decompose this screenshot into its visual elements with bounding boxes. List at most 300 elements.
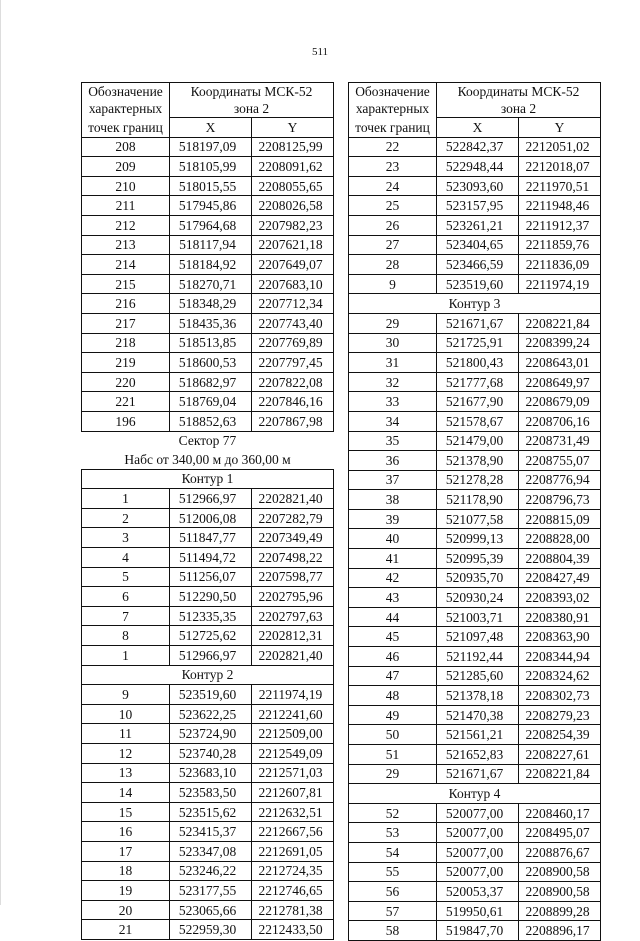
coord-x: 518197,09 bbox=[170, 137, 252, 157]
coord-x: 521479,00 bbox=[437, 431, 519, 451]
coord-y: 2208796,73 bbox=[519, 490, 601, 510]
point-number: 1 bbox=[82, 489, 170, 509]
coord-x: 521378,90 bbox=[437, 451, 519, 471]
coord-y: 2202821,40 bbox=[252, 646, 334, 666]
coord-x: 519847,70 bbox=[437, 921, 519, 941]
header-row bbox=[349, 83, 601, 118]
coord-x: 521800,43 bbox=[437, 353, 519, 373]
table-row bbox=[82, 763, 334, 783]
table-row bbox=[349, 137, 601, 157]
coord-x: 517945,86 bbox=[170, 196, 252, 216]
table-row bbox=[82, 881, 334, 901]
coord-x: 518513,85 bbox=[170, 333, 252, 353]
point-number: 208 bbox=[82, 137, 170, 157]
sector-title: Сектор 77 bbox=[82, 431, 334, 450]
coords-header-line2: зона 2 bbox=[233, 101, 270, 116]
coords-header bbox=[170, 83, 334, 118]
point-number: 58 bbox=[349, 921, 437, 941]
table-row bbox=[82, 176, 334, 196]
table-row bbox=[82, 489, 334, 509]
coord-x: 518852,63 bbox=[170, 411, 252, 431]
table-row bbox=[82, 920, 334, 940]
point-number: 57 bbox=[349, 901, 437, 921]
point-number: 29 bbox=[349, 313, 437, 333]
point-number: 24 bbox=[349, 176, 437, 196]
point-number: 36 bbox=[349, 451, 437, 471]
coord-x: 522842,37 bbox=[437, 137, 519, 157]
point-number: 38 bbox=[349, 490, 437, 510]
coord-x: 521470,38 bbox=[437, 705, 519, 725]
coord-y: 2202821,40 bbox=[252, 489, 334, 509]
contour-3-title-row bbox=[349, 294, 601, 314]
coord-x: 521725,91 bbox=[437, 333, 519, 353]
point-number: 25 bbox=[349, 196, 437, 216]
coord-x: 523466,59 bbox=[437, 255, 519, 275]
coord-y: 2208706,16 bbox=[519, 411, 601, 431]
coord-y: 2208026,58 bbox=[252, 196, 334, 216]
point-number: 20 bbox=[82, 900, 170, 920]
table-row bbox=[349, 647, 601, 667]
table-row bbox=[349, 333, 601, 353]
coord-y: 2208427,49 bbox=[519, 568, 601, 588]
point-number: 39 bbox=[349, 509, 437, 529]
coord-x: 518348,29 bbox=[170, 294, 252, 314]
table-row bbox=[82, 372, 334, 392]
coord-y: 2207797,45 bbox=[252, 353, 334, 373]
table-row bbox=[82, 685, 334, 705]
point-number: 45 bbox=[349, 627, 437, 647]
coord-y: 2212051,02 bbox=[519, 137, 601, 157]
point-number: 43 bbox=[349, 588, 437, 608]
coord-y: 2208899,28 bbox=[519, 901, 601, 921]
coord-y: 2208091,62 bbox=[252, 157, 334, 177]
table-row bbox=[349, 372, 601, 392]
point-number: 29 bbox=[349, 764, 437, 784]
point-number: 209 bbox=[82, 157, 170, 177]
table-row bbox=[349, 235, 601, 255]
point-number: 196 bbox=[82, 411, 170, 431]
coord-y: 2208279,23 bbox=[519, 705, 601, 725]
coord-y: 2208815,09 bbox=[519, 509, 601, 529]
coord-x: 523583,50 bbox=[170, 783, 252, 803]
coord-y: 2207498,22 bbox=[252, 548, 334, 568]
table-row bbox=[349, 686, 601, 706]
coord-x: 520999,13 bbox=[437, 529, 519, 549]
point-number: 215 bbox=[82, 274, 170, 294]
coord-y: 2208393,02 bbox=[519, 588, 601, 608]
table-row bbox=[82, 137, 334, 157]
coord-x: 519950,61 bbox=[437, 901, 519, 921]
point-number: 46 bbox=[349, 647, 437, 667]
designation-header-line1: Обозначение bbox=[355, 84, 430, 99]
coords-header bbox=[437, 83, 601, 118]
coord-x: 520077,00 bbox=[437, 823, 519, 843]
table-row bbox=[349, 529, 601, 549]
table-row bbox=[349, 255, 601, 275]
point-number: 50 bbox=[349, 725, 437, 745]
y-column-header: Y bbox=[252, 118, 334, 138]
coords-header-line1: Координаты МСК-52 bbox=[190, 84, 313, 99]
coord-y: 2208055,65 bbox=[252, 176, 334, 196]
coord-x: 523093,60 bbox=[437, 176, 519, 196]
coordinates-table-right bbox=[348, 82, 601, 941]
coord-x: 523622,25 bbox=[170, 704, 252, 724]
table-row bbox=[82, 274, 334, 294]
table-row bbox=[349, 313, 601, 333]
coord-x: 523261,21 bbox=[437, 215, 519, 235]
point-number: 6 bbox=[82, 587, 170, 607]
sector-title-row bbox=[82, 431, 334, 450]
coord-x: 518769,04 bbox=[170, 392, 252, 412]
coord-y: 2202795,96 bbox=[252, 587, 334, 607]
point-number: 40 bbox=[349, 529, 437, 549]
coord-y: 2208363,90 bbox=[519, 627, 601, 647]
x-column-header: X bbox=[170, 118, 252, 138]
table-row bbox=[82, 783, 334, 803]
coord-y: 2207598,77 bbox=[252, 567, 334, 587]
table-row bbox=[82, 587, 334, 607]
point-number: 2 bbox=[82, 508, 170, 528]
coord-y: 2212724,35 bbox=[252, 861, 334, 881]
coord-x: 511256,07 bbox=[170, 567, 252, 587]
designation-header-line2: характерных bbox=[355, 101, 430, 116]
coord-y: 2208344,94 bbox=[519, 647, 601, 667]
point-number: 35 bbox=[349, 431, 437, 451]
coord-x: 521077,58 bbox=[437, 509, 519, 529]
table-row bbox=[349, 411, 601, 431]
coord-x: 521578,67 bbox=[437, 411, 519, 431]
coord-x: 521671,67 bbox=[437, 313, 519, 333]
coord-y: 2211970,51 bbox=[519, 176, 601, 196]
point-number: 210 bbox=[82, 176, 170, 196]
coord-y: 2208254,39 bbox=[519, 725, 601, 745]
table-row bbox=[82, 508, 334, 528]
coord-y: 2212632,51 bbox=[252, 802, 334, 822]
coord-x: 523415,37 bbox=[170, 822, 252, 842]
coord-y: 2208776,94 bbox=[519, 470, 601, 490]
coord-y: 2212571,03 bbox=[252, 763, 334, 783]
table-row bbox=[82, 215, 334, 235]
point-number: 34 bbox=[349, 411, 437, 431]
table-row bbox=[349, 921, 601, 941]
table-row bbox=[82, 353, 334, 373]
point-number: 16 bbox=[82, 822, 170, 842]
contour-4-title: Контур 4 bbox=[349, 784, 601, 804]
point-number: 30 bbox=[349, 333, 437, 353]
point-number: 26 bbox=[349, 215, 437, 235]
table-row bbox=[82, 704, 334, 724]
coord-y: 2208876,67 bbox=[519, 842, 601, 862]
coord-y: 2207867,98 bbox=[252, 411, 334, 431]
point-number: 216 bbox=[82, 294, 170, 314]
point-number: 53 bbox=[349, 823, 437, 843]
coord-x: 520077,00 bbox=[437, 803, 519, 823]
coord-y: 2212549,09 bbox=[252, 744, 334, 764]
coord-y: 2208227,61 bbox=[519, 745, 601, 765]
coord-x: 521278,28 bbox=[437, 470, 519, 490]
coord-y: 2211948,46 bbox=[519, 196, 601, 216]
coord-x: 521671,67 bbox=[437, 764, 519, 784]
table-row bbox=[349, 666, 601, 686]
point-number: 52 bbox=[349, 803, 437, 823]
coord-x: 522948,44 bbox=[437, 157, 519, 177]
table-row bbox=[349, 901, 601, 921]
coord-x: 523177,55 bbox=[170, 881, 252, 901]
point-number: 55 bbox=[349, 862, 437, 882]
point-number: 19 bbox=[82, 881, 170, 901]
coord-x: 512290,50 bbox=[170, 587, 252, 607]
point-number: 54 bbox=[349, 842, 437, 862]
coord-y: 2212691,05 bbox=[252, 841, 334, 861]
table-row bbox=[349, 882, 601, 902]
coord-x: 522959,30 bbox=[170, 920, 252, 940]
coord-x: 520930,24 bbox=[437, 588, 519, 608]
table-row bbox=[82, 255, 334, 275]
point-number: 32 bbox=[349, 372, 437, 392]
point-number: 220 bbox=[82, 372, 170, 392]
point-number: 9 bbox=[82, 685, 170, 705]
coord-y: 2208755,07 bbox=[519, 451, 601, 471]
table-row bbox=[349, 431, 601, 451]
coord-y: 2207846,16 bbox=[252, 392, 334, 412]
table-row bbox=[82, 744, 334, 764]
coord-x: 521097,48 bbox=[437, 627, 519, 647]
coord-x: 523683,10 bbox=[170, 763, 252, 783]
coord-x: 518435,36 bbox=[170, 313, 252, 333]
point-number: 48 bbox=[349, 686, 437, 706]
point-number: 41 bbox=[349, 549, 437, 569]
designation-header-line3: точек границ bbox=[82, 118, 170, 138]
table-row bbox=[349, 196, 601, 216]
table-row bbox=[349, 490, 601, 510]
coord-x: 518184,92 bbox=[170, 255, 252, 275]
coord-x: 511847,77 bbox=[170, 528, 252, 548]
point-number: 14 bbox=[82, 783, 170, 803]
table-row bbox=[349, 823, 601, 843]
table-row bbox=[349, 176, 601, 196]
point-number: 23 bbox=[349, 157, 437, 177]
point-number: 12 bbox=[82, 744, 170, 764]
coord-y: 2208324,62 bbox=[519, 666, 601, 686]
coord-y: 2211974,19 bbox=[519, 274, 601, 294]
table-row bbox=[349, 725, 601, 745]
coord-y: 2207349,49 bbox=[252, 528, 334, 548]
coord-y: 2207769,89 bbox=[252, 333, 334, 353]
designation-header-line2: характерных bbox=[88, 101, 163, 116]
table-row bbox=[82, 841, 334, 861]
sector-height-row bbox=[82, 450, 334, 469]
coord-x: 520077,00 bbox=[437, 842, 519, 862]
table-row bbox=[349, 764, 601, 784]
coord-x: 518015,55 bbox=[170, 176, 252, 196]
point-number: 56 bbox=[349, 882, 437, 902]
designation-header bbox=[82, 83, 170, 118]
point-number: 13 bbox=[82, 763, 170, 783]
coord-y: 2207743,40 bbox=[252, 313, 334, 333]
point-number: 211 bbox=[82, 196, 170, 216]
table-row bbox=[82, 411, 334, 431]
table-row bbox=[82, 900, 334, 920]
coord-x: 520935,70 bbox=[437, 568, 519, 588]
table-row bbox=[82, 548, 334, 568]
coord-y: 2212781,38 bbox=[252, 900, 334, 920]
coord-x: 523065,66 bbox=[170, 900, 252, 920]
table-row bbox=[349, 451, 601, 471]
coord-y: 2202812,31 bbox=[252, 626, 334, 646]
coord-x: 521652,83 bbox=[437, 745, 519, 765]
point-number: 218 bbox=[82, 333, 170, 353]
coordinates-table-left-body bbox=[82, 83, 334, 940]
coord-y: 2208460,17 bbox=[519, 803, 601, 823]
point-number: 31 bbox=[349, 353, 437, 373]
coords-header-line2: зона 2 bbox=[500, 101, 537, 116]
coord-y: 2212433,50 bbox=[252, 920, 334, 940]
point-number: 15 bbox=[82, 802, 170, 822]
contour-3-title: Контур 3 bbox=[349, 294, 601, 314]
point-number: 21 bbox=[82, 920, 170, 940]
coord-x: 512966,97 bbox=[170, 646, 252, 666]
coord-x: 518270,71 bbox=[170, 274, 252, 294]
table-row bbox=[349, 549, 601, 569]
table-row bbox=[82, 626, 334, 646]
table-row bbox=[82, 861, 334, 881]
table-row bbox=[349, 392, 601, 412]
coord-x: 521003,71 bbox=[437, 607, 519, 627]
table-row bbox=[349, 157, 601, 177]
page-number: 511 bbox=[311, 46, 329, 58]
coord-y: 2208900,58 bbox=[519, 862, 601, 882]
coord-y: 2208495,07 bbox=[519, 823, 601, 843]
table-row bbox=[82, 646, 334, 666]
table-row bbox=[349, 568, 601, 588]
coord-y: 2211836,09 bbox=[519, 255, 601, 275]
table-row bbox=[82, 606, 334, 626]
point-number: 18 bbox=[82, 861, 170, 881]
table-row bbox=[349, 470, 601, 490]
coord-y: 2207282,79 bbox=[252, 508, 334, 528]
table-row bbox=[349, 745, 601, 765]
coords-header-line1: Координаты МСК-52 bbox=[457, 84, 580, 99]
point-number: 9 bbox=[349, 274, 437, 294]
table-row bbox=[349, 607, 601, 627]
table-row bbox=[82, 822, 334, 842]
coord-y: 2208302,73 bbox=[519, 686, 601, 706]
coord-x: 520053,37 bbox=[437, 882, 519, 902]
coord-x: 523515,62 bbox=[170, 802, 252, 822]
header-row-axes bbox=[349, 118, 601, 138]
point-number: 217 bbox=[82, 313, 170, 333]
header-row-axes bbox=[82, 118, 334, 138]
point-number: 3 bbox=[82, 528, 170, 548]
coord-x: 521378,18 bbox=[437, 686, 519, 706]
coord-x: 523740,28 bbox=[170, 744, 252, 764]
coord-x: 520995,39 bbox=[437, 549, 519, 569]
coord-x: 521178,90 bbox=[437, 490, 519, 510]
coord-x: 521677,90 bbox=[437, 392, 519, 412]
coord-y: 2212607,81 bbox=[252, 783, 334, 803]
point-number: 11 bbox=[82, 724, 170, 744]
coord-x: 523519,60 bbox=[437, 274, 519, 294]
contour-1-title-row bbox=[82, 469, 334, 489]
coord-x: 512335,35 bbox=[170, 606, 252, 626]
y-column-header: Y bbox=[519, 118, 601, 138]
coord-y: 2208731,49 bbox=[519, 431, 601, 451]
table-row bbox=[82, 528, 334, 548]
point-number: 17 bbox=[82, 841, 170, 861]
coord-y: 2208804,39 bbox=[519, 549, 601, 569]
table-row bbox=[82, 294, 334, 314]
point-number: 22 bbox=[349, 137, 437, 157]
coord-y: 2212746,65 bbox=[252, 881, 334, 901]
coord-x: 517964,68 bbox=[170, 215, 252, 235]
coord-y: 2211974,19 bbox=[252, 685, 334, 705]
point-number: 7 bbox=[82, 606, 170, 626]
point-number: 49 bbox=[349, 705, 437, 725]
table-row bbox=[349, 862, 601, 882]
coord-y: 2208125,99 bbox=[252, 137, 334, 157]
contour-2-title-row bbox=[82, 665, 334, 685]
coord-y: 2211859,76 bbox=[519, 235, 601, 255]
table-row bbox=[349, 842, 601, 862]
coord-y: 2207982,23 bbox=[252, 215, 334, 235]
coord-x: 512966,97 bbox=[170, 489, 252, 509]
table-row bbox=[82, 802, 334, 822]
coord-x: 523347,08 bbox=[170, 841, 252, 861]
coord-x: 523157,95 bbox=[437, 196, 519, 216]
table-row bbox=[349, 509, 601, 529]
point-number: 47 bbox=[349, 666, 437, 686]
point-number: 213 bbox=[82, 235, 170, 255]
coord-x: 518105,99 bbox=[170, 157, 252, 177]
coord-x: 518117,94 bbox=[170, 235, 252, 255]
coordinates-table-right-body bbox=[349, 83, 601, 941]
coord-x: 521192,44 bbox=[437, 647, 519, 667]
point-number: 33 bbox=[349, 392, 437, 412]
point-number: 219 bbox=[82, 353, 170, 373]
coord-y: 2208896,17 bbox=[519, 921, 601, 941]
coord-x: 518682,97 bbox=[170, 372, 252, 392]
point-number: 27 bbox=[349, 235, 437, 255]
coord-y: 2208399,24 bbox=[519, 333, 601, 353]
designation-header-line3: точек границ bbox=[349, 118, 437, 138]
table-row bbox=[82, 196, 334, 216]
coord-y: 2207649,07 bbox=[252, 255, 334, 275]
coord-x: 523246,22 bbox=[170, 861, 252, 881]
coord-x: 523404,65 bbox=[437, 235, 519, 255]
coord-x: 518600,53 bbox=[170, 353, 252, 373]
coord-x: 511494,72 bbox=[170, 548, 252, 568]
table-row bbox=[349, 627, 601, 647]
point-number: 221 bbox=[82, 392, 170, 412]
coord-y: 2207683,10 bbox=[252, 274, 334, 294]
coord-y: 2202797,63 bbox=[252, 606, 334, 626]
coord-y: 2208643,01 bbox=[519, 353, 601, 373]
coord-y: 2208900,58 bbox=[519, 882, 601, 902]
coord-y: 2207822,08 bbox=[252, 372, 334, 392]
header-row bbox=[82, 83, 334, 118]
coord-x: 512006,08 bbox=[170, 508, 252, 528]
table-row bbox=[349, 353, 601, 373]
coord-y: 2208649,97 bbox=[519, 372, 601, 392]
coord-y: 2207712,34 bbox=[252, 294, 334, 314]
contour-1-title: Контур 1 bbox=[82, 469, 334, 489]
point-number: 212 bbox=[82, 215, 170, 235]
coord-y: 2208221,84 bbox=[519, 313, 601, 333]
designation-header bbox=[349, 83, 437, 118]
contour-4-title-row bbox=[349, 784, 601, 804]
table-row bbox=[82, 157, 334, 177]
coord-x: 521285,60 bbox=[437, 666, 519, 686]
